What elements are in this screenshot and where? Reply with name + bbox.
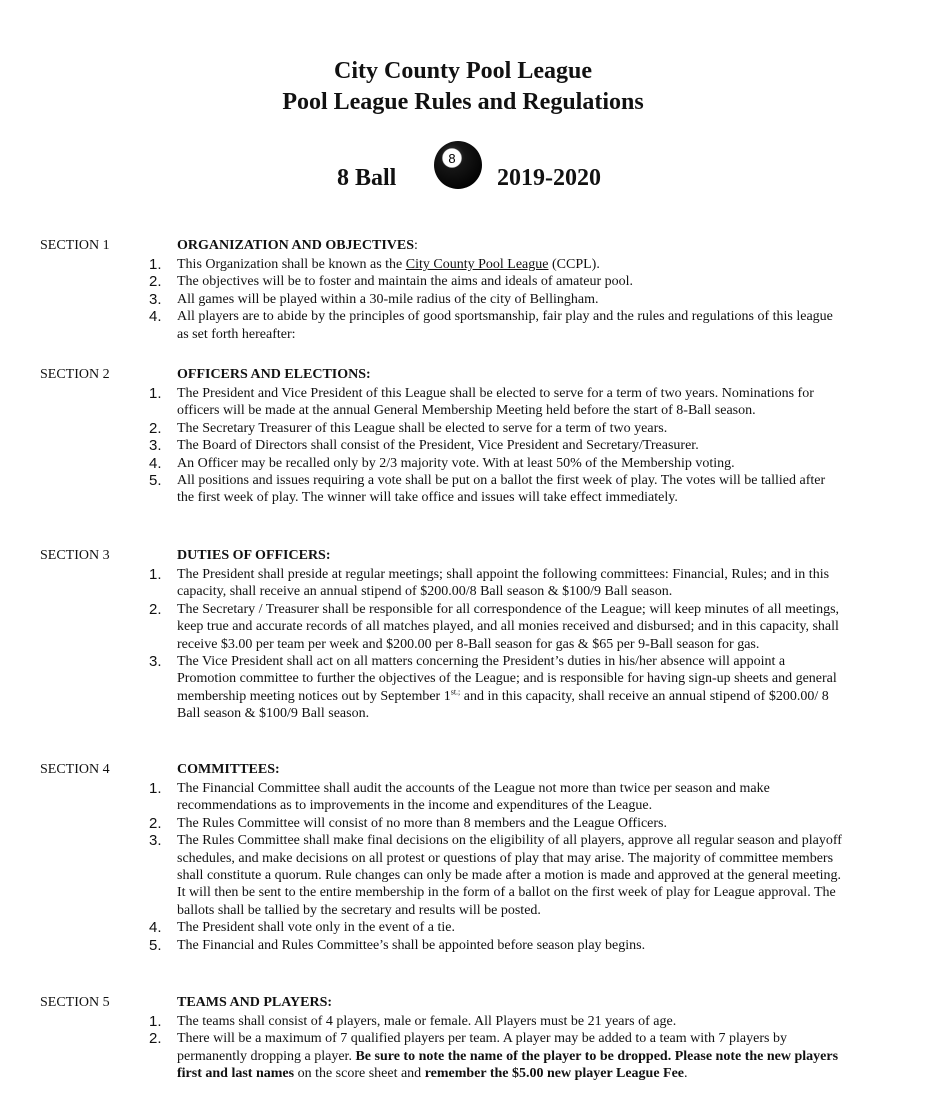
item-number: 3. bbox=[149, 832, 162, 850]
item-text: The President shall preside at regular meetings; shall appoint the following committees: Financial, Rules; and in this capacity, shall receive an annual stipend of $200.00/8 Ball season & $100/9 Ball season. bbox=[177, 567, 830, 600]
section-title: DUTIES OF OFFICERS: bbox=[177, 548, 331, 563]
list-item bbox=[0, 780, 926, 815]
list-item bbox=[0, 291, 926, 308]
item-text: An Officer may be recalled only by 2/3 majority vote. With at least 50% of the Membership voting. bbox=[177, 455, 735, 471]
item-number: 2. bbox=[149, 419, 162, 437]
item-text: The Secretary / Treasurer shall be responsible for all correspondence of the League; will keep minutes of all meetings, keep true and accurate records of all matches played, and all monies received and disbursed; and in this capacity, shall receive $3.00 per team per week and $200.00 per 8-Ball season for gas & $65 per 9-Ball season for gas. bbox=[177, 601, 840, 652]
item-number: 4. bbox=[149, 308, 162, 326]
list-item bbox=[0, 601, 926, 653]
list-item bbox=[0, 256, 926, 273]
section-label: SECTION 3 bbox=[40, 548, 110, 563]
item-text: The Financial Committee shall audit the accounts of the League not more than twice per season and make recommendations as to improvements in the income and expenditures of the League. bbox=[177, 781, 770, 814]
item-text: The Board of Directors shall consist of the President, Vice President and Secretary/Treasurer. bbox=[177, 438, 699, 454]
section-title: TEAMS AND PLAYERS: bbox=[177, 995, 333, 1010]
eight-ball-icon bbox=[433, 140, 483, 190]
section-title: OFFICERS AND ELECTIONS: bbox=[177, 367, 371, 382]
list-item bbox=[0, 832, 926, 919]
item-text: This Organization shall be known as the City County Pool League (CCPL). bbox=[177, 257, 600, 272]
item-text: The Vice President shall act on all matters concerning the President’s duties in his/her absence will appoint a Promotion committee to further the objectives of the League; and is responsible for having sign-up sheets and general membership meeting notices out by September $1^{st.;}$ and in this capacity, shall receive an annual stipend of $200.00/ 8 Ball season & $100/9 Ball season. bbox=[177, 654, 837, 722]
item-number: 1. bbox=[149, 566, 162, 583]
item-number: 1. bbox=[149, 780, 162, 797]
item-text: The objectives will be to foster and maintain the aims and ideals of amateur pool. bbox=[177, 274, 634, 290]
list-item bbox=[0, 653, 926, 723]
list-item bbox=[0, 437, 926, 454]
item-text: The President shall vote only in the event of a tie. bbox=[177, 920, 455, 936]
section-label: SECTION 2 bbox=[40, 367, 110, 382]
list-item bbox=[0, 566, 926, 601]
game-type: 8 Ball bbox=[337, 165, 397, 191]
list-item bbox=[0, 1030, 926, 1082]
item-number: 5. bbox=[149, 936, 162, 954]
item-number: 2. bbox=[149, 600, 162, 618]
list-item bbox=[0, 308, 926, 343]
document-title: Pool League Rules and Regulations bbox=[282, 89, 644, 115]
list-item bbox=[0, 815, 926, 832]
item-number: 1. bbox=[149, 1013, 162, 1030]
item-number: 3. bbox=[149, 437, 162, 455]
item-text: All games will be played within a 30-mile radius of the city of Bellingham. bbox=[177, 291, 599, 307]
section-label: SECTION 4 bbox=[40, 762, 110, 777]
item-number: 2. bbox=[149, 1030, 162, 1048]
item-text: All positions and issues requiring a vote shall be put on a ballot the first week of play. The votes will be tallied after the first week of play. The winner will take office and issues will take effect immediately. bbox=[177, 473, 826, 506]
item-text: The Rules Committee shall make final decisions on the eligibility of all players, approve all regular season and playoff schedules, and make decisions on all protest or questions of play that may arise. The majority of committee members shall constitute a quorum. Rule changes can only be made after a motion is made and approved at the general meeting. It will then be sent to the entire membership in the form of a ballot on the first week of play for League approval. The ballots shall be tallied by the secretary and results will be posted. bbox=[177, 833, 842, 918]
list-item bbox=[0, 937, 926, 954]
item-text: The Rules Committee will consist of no more than 8 members and the League Officers. bbox=[177, 815, 668, 831]
section-label: SECTION 1 bbox=[40, 238, 110, 253]
item-text: The Financial and Rules Committee’s shall be appointed before season play begins. bbox=[177, 937, 646, 953]
section-label: SECTION 5 bbox=[40, 995, 110, 1010]
item-number: 4. bbox=[149, 919, 162, 937]
item-number: 3. bbox=[149, 653, 162, 671]
item-number: 1. bbox=[149, 385, 162, 402]
item-number: 1. bbox=[149, 256, 162, 273]
item-text: All players are to abide by the principles of good sportsmanship, fair play and the rules and regulations of this league as set forth hereafter: bbox=[177, 309, 833, 342]
league-title: City County Pool League bbox=[334, 58, 592, 84]
list-item bbox=[0, 273, 926, 290]
item-number: 2. bbox=[149, 273, 162, 291]
section-title: ORGANIZATION AND OBJECTIVES: bbox=[177, 238, 418, 253]
item-number: 4. bbox=[149, 454, 162, 472]
ball-number: 8 bbox=[448, 151, 456, 166]
list-item bbox=[0, 919, 926, 936]
list-item bbox=[0, 455, 926, 472]
list-item bbox=[0, 420, 926, 437]
item-text: There will be a maximum of 7 qualified players per team. A player may be added to a team with 7 players by permanently dropping a player. Be sure to note the name of the player to be dropped. Please note the new players first and last names on the score sheet and remember the $5.00 new player League Fee. bbox=[177, 1031, 839, 1082]
item-number: 2. bbox=[149, 814, 162, 832]
section-title: COMMITTEES: bbox=[177, 762, 280, 777]
item-text: The President and Vice President of this League shall be elected to serve for a term of two years. Nominations for officers will be made at the annual General Membership Meeting held before the start of 8-Ball season. bbox=[177, 386, 814, 419]
season-years: 2019-2020 bbox=[497, 165, 601, 191]
item-text: The Secretary Treasurer of this League shall be elected to serve for a term of two years. bbox=[177, 420, 668, 436]
league-name-link: City County Pool League bbox=[405, 257, 549, 272]
item-number: 5. bbox=[149, 472, 162, 490]
list-item bbox=[0, 1013, 926, 1030]
list-item bbox=[0, 472, 926, 507]
item-number: 3. bbox=[149, 290, 162, 308]
item-text: The teams shall consist of 4 players, male or female. All Players must be 21 years of age. bbox=[177, 1014, 677, 1029]
list-item bbox=[0, 385, 926, 420]
